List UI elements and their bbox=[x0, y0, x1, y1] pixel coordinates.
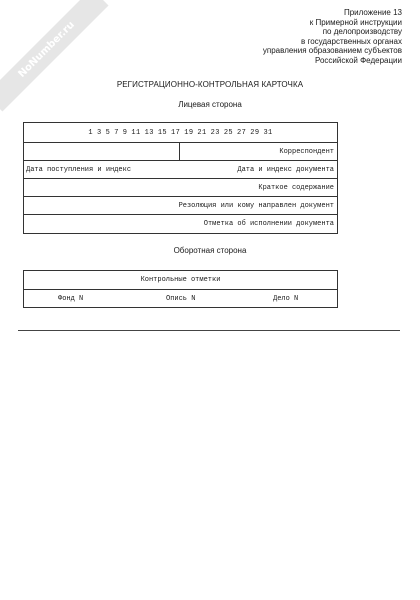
blank-cell bbox=[24, 143, 180, 160]
day-mark: 7 bbox=[114, 129, 119, 137]
day-mark: 5 bbox=[105, 129, 111, 137]
back-card bbox=[23, 270, 338, 308]
control-marks-row bbox=[24, 271, 337, 290]
delo-label: Дело N bbox=[273, 295, 299, 303]
day-mark: 1 bbox=[88, 129, 93, 137]
resolution-label: Резолюция или кому направлен документ bbox=[178, 202, 334, 210]
archive-row bbox=[24, 290, 337, 308]
resolution-row bbox=[24, 197, 337, 215]
control-marks-label: Контрольные отметки bbox=[140, 276, 221, 284]
day-mark: 13 bbox=[144, 129, 154, 137]
execution-row bbox=[24, 215, 337, 233]
divider-line bbox=[18, 330, 400, 331]
document-title: РЕГИСТРАЦИОННО-КОНТРОЛЬНАЯ КАРТОЧКА bbox=[116, 80, 304, 89]
summary-row bbox=[24, 179, 337, 197]
day-mark: 23 bbox=[210, 129, 220, 137]
day-mark: 19 bbox=[184, 129, 194, 137]
appendix-line: по делопроизводству bbox=[322, 27, 402, 37]
appendix-line: Приложение 13 bbox=[343, 8, 402, 17]
back-side-title: Оборотная сторона bbox=[173, 246, 247, 255]
appendix-line: к Примерной инструкции bbox=[309, 17, 402, 27]
receipt-date-label: Дата поступления и индекс bbox=[26, 166, 132, 174]
day-mark: 11 bbox=[131, 129, 141, 137]
opis-label: Опись N bbox=[166, 295, 196, 303]
day-mark: 9 bbox=[122, 129, 128, 137]
day-mark: 3 bbox=[96, 129, 102, 137]
day-mark: 29 bbox=[250, 129, 260, 137]
watermark: NoNumber.ru bbox=[0, 0, 109, 112]
front-side-title: Лицевая сторона bbox=[178, 100, 242, 109]
day-marks bbox=[24, 129, 337, 137]
day-mark: 31 bbox=[263, 129, 273, 137]
appendix-line: управления образованием субъектов bbox=[262, 46, 402, 56]
correspondent-label: Корреспондент bbox=[279, 148, 334, 156]
correspondent-row bbox=[24, 143, 337, 161]
day-mark: 15 bbox=[157, 129, 168, 137]
appendix-note bbox=[202, 8, 402, 66]
day-mark: 27 bbox=[237, 129, 247, 137]
marks-row bbox=[24, 123, 337, 143]
appendix-line: Российской Федерации bbox=[315, 55, 402, 65]
appendix-line: в государственных органах bbox=[300, 36, 402, 46]
day-mark: 25 bbox=[223, 129, 234, 137]
execution-note-label: Отметка об исполнении документа bbox=[203, 220, 334, 228]
day-mark: 17 bbox=[171, 129, 181, 137]
dates-row bbox=[24, 161, 337, 179]
summary-label: Краткое содержание bbox=[258, 184, 334, 192]
fond-label: Фонд N bbox=[58, 295, 84, 303]
document-date-label: Дата и индекс документа bbox=[237, 166, 334, 174]
front-card bbox=[23, 122, 338, 234]
day-mark: 21 bbox=[197, 129, 207, 137]
